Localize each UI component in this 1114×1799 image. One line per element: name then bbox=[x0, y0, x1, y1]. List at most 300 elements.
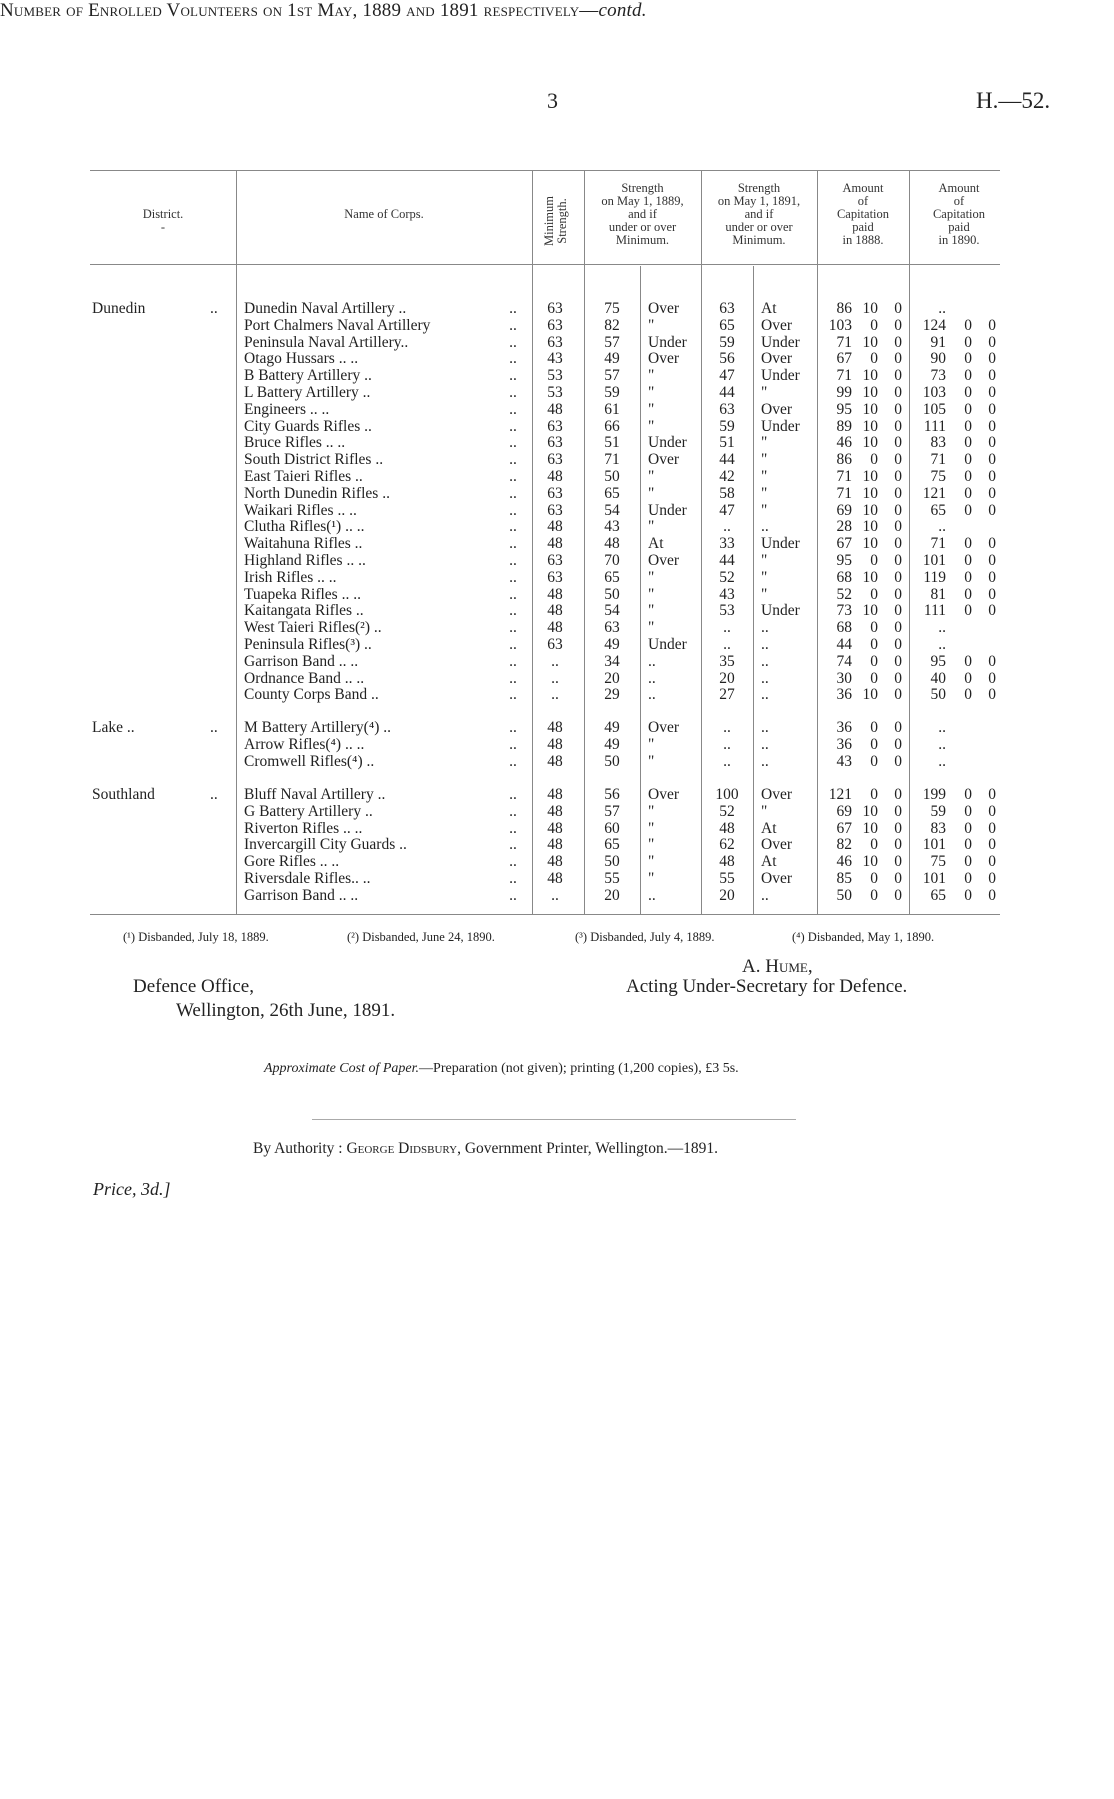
cell-a88-pounds: 69 bbox=[836, 501, 852, 519]
title-suffix: contd. bbox=[598, 0, 647, 21]
cell-a90-pence: 0 bbox=[988, 333, 996, 351]
cell-a90-pounds: 124 bbox=[922, 316, 946, 334]
cell-a88-shillings: 0 bbox=[870, 350, 878, 368]
district-name: Dunedin bbox=[92, 300, 146, 317]
cell-a90-shillings: 0 bbox=[964, 836, 972, 854]
corps-name: Highland Rifles .. .. bbox=[244, 552, 366, 569]
cell-a90-pence: 0 bbox=[988, 870, 996, 887]
cell-min: 48 bbox=[547, 819, 563, 837]
cell-s91n: Over bbox=[761, 786, 792, 803]
cell-a90-pence: 0 bbox=[988, 568, 996, 586]
cell-s89: 50 bbox=[604, 585, 620, 603]
cell-a90-shillings: 0 bbox=[964, 870, 972, 887]
cell-s91n: Under bbox=[761, 535, 800, 553]
header-amount-1888 bbox=[817, 182, 909, 247]
cell-s91: 20 bbox=[719, 886, 735, 904]
cell-s89n: At bbox=[648, 535, 664, 553]
district-name: Southland bbox=[92, 786, 155, 803]
cell-s89: 49 bbox=[604, 735, 620, 753]
cell-min: 63 bbox=[547, 501, 563, 519]
cell-s91: 59 bbox=[719, 333, 735, 351]
cell-a88-pence: 0 bbox=[894, 836, 902, 854]
cell-a90-pounds: 101 bbox=[922, 870, 946, 887]
cell-min: 48 bbox=[547, 719, 563, 736]
cell-s89: 43 bbox=[604, 518, 620, 536]
cell-s91: 52 bbox=[719, 802, 735, 820]
cell-a90-pounds: 50 bbox=[930, 686, 946, 704]
cell-a90-pounds: 95 bbox=[930, 652, 946, 670]
cell-a88-pounds: 50 bbox=[836, 886, 852, 904]
header-strength-1891 bbox=[701, 182, 817, 247]
cell-s89n: Over bbox=[648, 350, 679, 368]
cell-s91: 44 bbox=[719, 451, 735, 469]
district-name: Lake .. bbox=[92, 719, 135, 736]
cell-a90-pounds: 65 bbox=[930, 886, 946, 904]
cell-s89n: .. bbox=[648, 686, 656, 704]
cell-a88-shillings: 10 bbox=[862, 819, 878, 837]
cell-s89: 71 bbox=[604, 451, 620, 469]
cell-s91n: " bbox=[761, 384, 768, 401]
cell-a90-shillings: 0 bbox=[964, 819, 972, 837]
header-line: Strength bbox=[621, 181, 664, 195]
cell-a88-pence: 0 bbox=[894, 819, 902, 837]
header-line: under or over bbox=[608, 220, 677, 234]
cell-a88-pence: 0 bbox=[894, 652, 902, 670]
cell-a88-pounds: 95 bbox=[836, 400, 852, 418]
cell-s91n: At bbox=[761, 300, 777, 317]
corps-name: Garrison Band .. .. bbox=[244, 886, 359, 904]
cell-a88-shillings: 0 bbox=[870, 719, 878, 736]
cell-s91: 55 bbox=[719, 870, 735, 887]
table-row bbox=[0, 820, 1114, 837]
cell-s89n: Under bbox=[648, 636, 687, 653]
cell-s89: 70 bbox=[604, 552, 620, 569]
cell-a88-pounds: 67 bbox=[836, 350, 852, 368]
cell-min: 63 bbox=[547, 552, 563, 569]
cell-s89n: " bbox=[648, 484, 655, 502]
cell-a90-pounds: 105 bbox=[922, 400, 946, 418]
cell-s91: 52 bbox=[719, 568, 735, 586]
cell-a88-pence: 0 bbox=[894, 518, 902, 536]
cell-min: 43 bbox=[547, 350, 563, 368]
cell-a90-pounds: 83 bbox=[930, 819, 946, 837]
corps-name: B Battery Artillery .. bbox=[244, 367, 372, 385]
cell-a88-shillings: 10 bbox=[862, 434, 878, 452]
cell-s89n: " bbox=[648, 400, 655, 418]
cell-d: .. bbox=[509, 468, 517, 485]
cell-a88-shillings: 0 bbox=[870, 552, 878, 569]
cell-a90-pence: 0 bbox=[988, 400, 996, 418]
cell-a88-pounds: 67 bbox=[836, 535, 852, 553]
cell-s89n: " bbox=[648, 417, 655, 435]
cell-a90-pence: 0 bbox=[988, 853, 996, 871]
cell-min: 48 bbox=[547, 786, 563, 803]
cell-s91: 33 bbox=[719, 535, 735, 553]
table-title bbox=[0, 0, 1114, 22]
cell-a90-shillings: 0 bbox=[964, 501, 972, 519]
cell-a90-pence: 0 bbox=[988, 451, 996, 469]
cell-a88-shillings: 0 bbox=[870, 870, 878, 887]
cell-a90-pence: 0 bbox=[988, 652, 996, 670]
table-row bbox=[0, 670, 1114, 687]
corps-name: Cromwell Rifles(⁴) .. bbox=[244, 752, 375, 770]
cell-s91n: " bbox=[761, 568, 768, 586]
cell-d: .. bbox=[509, 451, 517, 469]
cell-a90-pence: 0 bbox=[988, 836, 996, 854]
cell-a88-shillings: 10 bbox=[862, 468, 878, 485]
table-row bbox=[0, 418, 1114, 435]
cell-a90-shillings: 0 bbox=[964, 886, 972, 904]
cell-a88-pounds: 68 bbox=[836, 568, 852, 586]
cell-a88-pounds: 68 bbox=[836, 619, 852, 637]
cell-min: 48 bbox=[547, 802, 563, 820]
header-line: Amount bbox=[842, 181, 884, 195]
authority-prefix: By Authority : bbox=[253, 1140, 347, 1157]
cell-d: .. bbox=[509, 686, 517, 704]
table-row bbox=[0, 485, 1114, 502]
cell-s89n: " bbox=[648, 468, 655, 485]
cell-s89n: " bbox=[648, 619, 655, 637]
cell-min: 48 bbox=[547, 836, 563, 854]
cell-s91n: " bbox=[761, 468, 768, 485]
table-row bbox=[0, 535, 1114, 552]
cell-min: 63 bbox=[547, 484, 563, 502]
cell-s91n: Under bbox=[761, 602, 800, 620]
table-row bbox=[0, 619, 1114, 636]
cell-s91n: Under bbox=[761, 333, 800, 351]
cell-s91n: Over bbox=[761, 870, 792, 887]
corps-name: Engineers .. .. bbox=[244, 400, 330, 418]
cell-a88-shillings: 10 bbox=[862, 686, 878, 704]
cell-a88-shillings: 10 bbox=[862, 535, 878, 553]
cell-a88-pounds: 44 bbox=[836, 636, 852, 653]
cell-a88-pounds: 28 bbox=[836, 518, 852, 536]
cell-a90-shillings: 0 bbox=[964, 602, 972, 620]
cell-a88-pounds: 73 bbox=[836, 602, 852, 620]
cell-a88-pounds: 85 bbox=[836, 870, 852, 887]
cell-d: .. bbox=[509, 350, 517, 368]
cell-s89: 57 bbox=[604, 802, 620, 820]
cell-a88-pence: 0 bbox=[894, 384, 902, 401]
header-district bbox=[90, 208, 236, 234]
cell-a88-shillings: 0 bbox=[870, 669, 878, 687]
corps-name: Waikari Rifles .. .. bbox=[244, 501, 357, 519]
cell-d: .. bbox=[509, 836, 517, 854]
cell-s89: 50 bbox=[604, 752, 620, 770]
cell-a88-pence: 0 bbox=[894, 535, 902, 553]
cell-a88-pounds: 36 bbox=[836, 719, 852, 736]
cell-s89n: " bbox=[648, 836, 655, 854]
cell-a88-pounds: 82 bbox=[836, 836, 852, 854]
cell-a90-pounds: 111 bbox=[923, 602, 946, 620]
cell-a88-shillings: 0 bbox=[870, 836, 878, 854]
cell-a88-shillings: 10 bbox=[862, 802, 878, 820]
table-row bbox=[0, 786, 1114, 803]
table-row bbox=[0, 753, 1114, 770]
cell-d: .. bbox=[509, 669, 517, 687]
cell-s89n: " bbox=[648, 752, 655, 770]
table-row bbox=[0, 434, 1114, 451]
cell-a88-pence: 0 bbox=[894, 434, 902, 452]
cell-a88-pence: 0 bbox=[894, 619, 902, 637]
cell-s89: 59 bbox=[604, 384, 620, 401]
table-row bbox=[0, 803, 1114, 820]
corps-name: G Battery Artillery .. bbox=[244, 802, 373, 820]
cell-min: .. bbox=[551, 652, 559, 670]
cell-a90-pence: 0 bbox=[988, 786, 996, 803]
cell-a88-shillings: 0 bbox=[870, 652, 878, 670]
cell-a90-shillings: 0 bbox=[964, 585, 972, 603]
cell-min: 48 bbox=[547, 468, 563, 485]
cell-min: 48 bbox=[547, 870, 563, 887]
cell-s89: 54 bbox=[604, 602, 620, 620]
signatory-name: A. Hume, bbox=[742, 956, 813, 977]
cell-a90-pounds: 65 bbox=[930, 501, 946, 519]
table-bottom-rule bbox=[90, 914, 1000, 915]
corps-name: Dunedin Naval Artillery .. bbox=[244, 300, 407, 317]
cell-a90-pounds: 119 bbox=[923, 568, 946, 586]
cell-s91n: At bbox=[761, 819, 777, 837]
cell-a90-pounds: 121 bbox=[922, 484, 946, 502]
table-row bbox=[0, 653, 1114, 670]
cell-a88-shillings: 0 bbox=[870, 636, 878, 653]
cell-s91: 47 bbox=[719, 367, 735, 385]
cell-a88-pence: 0 bbox=[894, 636, 902, 653]
table-row bbox=[0, 870, 1114, 887]
cell-a88-shillings: 10 bbox=[862, 417, 878, 435]
cell-s91: 63 bbox=[719, 400, 735, 418]
cell-d: .. bbox=[509, 518, 517, 536]
cell-s89: 49 bbox=[604, 636, 620, 653]
cell-d: .. bbox=[509, 585, 517, 603]
corps-name: Peninsula Rifles(³) .. bbox=[244, 636, 372, 653]
cell-a88-shillings: 10 bbox=[862, 300, 878, 317]
price: Price, 3d.] bbox=[93, 1179, 171, 1199]
cell-s91: 44 bbox=[719, 552, 735, 569]
cell-a90-pounds: .. bbox=[938, 518, 946, 536]
cell-a90-pounds: 75 bbox=[930, 853, 946, 871]
cell-s89: 54 bbox=[604, 501, 620, 519]
header-line: Minimum. bbox=[615, 233, 670, 247]
cell-min: .. bbox=[551, 669, 559, 687]
cell-a90-shillings: 0 bbox=[964, 484, 972, 502]
cell-min: 53 bbox=[547, 384, 563, 401]
corps-name: County Corps Band .. bbox=[244, 686, 379, 704]
cell-a88-pounds: 86 bbox=[836, 451, 852, 469]
cell-a90-pence: 0 bbox=[988, 819, 996, 837]
district-leader-dots: .. bbox=[210, 719, 218, 736]
cell-s89n: .. bbox=[648, 669, 656, 687]
cell-s91n: " bbox=[761, 484, 768, 502]
header-line: paid bbox=[852, 220, 874, 234]
authority-rule bbox=[312, 1119, 796, 1120]
cell-d: .. bbox=[509, 602, 517, 620]
header-line: in 1888. bbox=[842, 233, 884, 247]
cost-label: Approximate Cost of Paper. bbox=[264, 1061, 420, 1076]
header-line: and if bbox=[628, 207, 657, 221]
cell-s89: 66 bbox=[604, 417, 620, 435]
cell-a90-shillings: 0 bbox=[964, 350, 972, 368]
cell-a90-pounds: 73 bbox=[930, 367, 946, 385]
cell-a88-pence: 0 bbox=[894, 719, 902, 736]
cell-a90-pence: 0 bbox=[988, 886, 996, 904]
cell-s91: 42 bbox=[719, 468, 735, 485]
header-minimum-line: Minimum bbox=[542, 196, 556, 247]
cell-a90-shillings: 0 bbox=[964, 786, 972, 803]
table-row bbox=[0, 602, 1114, 619]
cell-a88-shillings: 10 bbox=[862, 484, 878, 502]
cell-s89: 29 bbox=[604, 686, 620, 704]
header-line: in 1890. bbox=[938, 233, 980, 247]
header-district-mark: - bbox=[160, 220, 166, 234]
cell-a90-pence: 0 bbox=[988, 434, 996, 452]
cell-s89: 65 bbox=[604, 836, 620, 854]
cell-a88-pence: 0 bbox=[894, 300, 902, 317]
cell-min: 53 bbox=[547, 367, 563, 385]
cell-d: .. bbox=[509, 886, 517, 904]
cell-min: 48 bbox=[547, 752, 563, 770]
cell-a88-pence: 0 bbox=[894, 316, 902, 334]
cell-s91: 48 bbox=[719, 819, 735, 837]
cell-a90-shillings: 0 bbox=[964, 367, 972, 385]
cell-s91: .. bbox=[723, 518, 731, 536]
cell-a88-pounds: 74 bbox=[836, 652, 852, 670]
cell-s91: .. bbox=[723, 619, 731, 637]
printer-name: George Didsbury bbox=[346, 1140, 458, 1157]
cell-a90-pounds: 103 bbox=[922, 384, 946, 401]
table-row bbox=[0, 736, 1114, 753]
header-minimum bbox=[543, 181, 573, 261]
cell-d: .. bbox=[509, 719, 517, 736]
cell-s91n: .. bbox=[761, 652, 769, 670]
table-row bbox=[0, 887, 1114, 904]
cell-a88-pence: 0 bbox=[894, 451, 902, 469]
cell-a88-shillings: 10 bbox=[862, 568, 878, 586]
cell-s89: 75 bbox=[604, 300, 620, 317]
corps-name: Irish Rifles .. .. bbox=[244, 568, 337, 586]
cell-s91: 58 bbox=[719, 484, 735, 502]
header-line: Minimum. bbox=[732, 233, 786, 247]
cell-min: 63 bbox=[547, 451, 563, 469]
cell-a88-shillings: 10 bbox=[862, 400, 878, 418]
cell-min: 63 bbox=[547, 333, 563, 351]
corps-name: Riversdale Rifles.. .. bbox=[244, 870, 371, 887]
office-line: Defence Office, bbox=[133, 976, 254, 997]
table-row bbox=[0, 401, 1114, 418]
cell-a90-pence: 0 bbox=[988, 686, 996, 704]
cell-d: .. bbox=[509, 752, 517, 770]
cell-a90-pence: 0 bbox=[988, 535, 996, 553]
cell-a90-pence: 0 bbox=[988, 367, 996, 385]
cell-a88-pence: 0 bbox=[894, 367, 902, 385]
cell-min: 63 bbox=[547, 316, 563, 334]
cell-s91: 27 bbox=[719, 686, 735, 704]
table-row bbox=[0, 367, 1114, 384]
cell-s91: 47 bbox=[719, 501, 735, 519]
cell-s89n: Over bbox=[648, 552, 679, 569]
table-row bbox=[0, 719, 1114, 736]
cell-s91n: .. bbox=[761, 636, 769, 653]
cell-s91n: .. bbox=[761, 886, 769, 904]
cell-a90-pence: 0 bbox=[988, 585, 996, 603]
cell-a90-pounds: 40 bbox=[930, 669, 946, 687]
cell-a90-shillings: 0 bbox=[964, 568, 972, 586]
cell-s91n: " bbox=[761, 434, 768, 452]
table-top-rule bbox=[90, 170, 1000, 171]
cell-a88-shillings: 0 bbox=[870, 619, 878, 637]
cell-s91: 65 bbox=[719, 316, 735, 334]
cell-a88-pence: 0 bbox=[894, 400, 902, 418]
cell-s89: 50 bbox=[604, 468, 620, 485]
cell-min: 63 bbox=[547, 417, 563, 435]
cell-a88-pence: 0 bbox=[894, 501, 902, 519]
cell-a90-shillings: 0 bbox=[964, 652, 972, 670]
cell-d: .. bbox=[509, 619, 517, 637]
signatory-position: Acting Under-Secretary for Defence. bbox=[626, 976, 908, 997]
cell-s91: 100 bbox=[715, 786, 739, 803]
cell-s91n: Under bbox=[761, 367, 800, 385]
cell-a90-shillings: 0 bbox=[964, 316, 972, 334]
cell-a90-shillings: 0 bbox=[964, 434, 972, 452]
cell-s91n: Over bbox=[761, 400, 792, 418]
footnote: (⁴) Disbanded, May 1, 1890. bbox=[792, 930, 935, 944]
cell-s89: 57 bbox=[604, 367, 620, 385]
table-row bbox=[0, 518, 1114, 535]
cell-s89: 57 bbox=[604, 333, 620, 351]
cell-a90-pounds: .. bbox=[938, 752, 946, 770]
cell-s91n: .. bbox=[761, 669, 769, 687]
corps-name: Port Chalmers Naval Artillery bbox=[244, 316, 431, 334]
cell-a90-pence: 0 bbox=[988, 501, 996, 519]
cell-s89n: Over bbox=[648, 451, 679, 469]
cell-d: .. bbox=[509, 568, 517, 586]
corps-name: Riverton Rifles .. .. bbox=[244, 819, 363, 837]
cell-a88-shillings: 0 bbox=[870, 786, 878, 803]
cell-s89: 65 bbox=[604, 568, 620, 586]
cell-min: 63 bbox=[547, 434, 563, 452]
cell-a88-pounds: 86 bbox=[836, 300, 852, 317]
cell-s89: 60 bbox=[604, 819, 620, 837]
corps-name: Garrison Band .. .. bbox=[244, 652, 359, 670]
cell-d: .. bbox=[509, 535, 517, 553]
cell-a88-shillings: 10 bbox=[862, 853, 878, 871]
cell-a88-pence: 0 bbox=[894, 752, 902, 770]
cell-a88-shillings: 10 bbox=[862, 518, 878, 536]
corps-name: East Taieri Rifles .. bbox=[244, 468, 363, 485]
header-line: of bbox=[953, 194, 965, 208]
cell-a88-pence: 0 bbox=[894, 602, 902, 620]
table-row bbox=[0, 636, 1114, 653]
cell-d: .. bbox=[509, 417, 517, 435]
corps-name: Bruce Rifles .. .. bbox=[244, 434, 346, 452]
header-corps: Name of Corps. bbox=[344, 207, 424, 221]
corps-name: Otago Hussars .. .. bbox=[244, 350, 359, 368]
cell-a90-shillings: 0 bbox=[964, 468, 972, 485]
cell-a88-pounds: 121 bbox=[828, 786, 852, 803]
cell-min: 63 bbox=[547, 636, 563, 653]
cell-s89: 34 bbox=[604, 652, 620, 670]
cell-s91n: At bbox=[761, 853, 777, 871]
cell-a90-pence: 0 bbox=[988, 484, 996, 502]
cell-s89: 61 bbox=[604, 400, 620, 418]
table-row bbox=[0, 552, 1114, 569]
cell-a90-shillings: 0 bbox=[964, 333, 972, 351]
cell-a88-pence: 0 bbox=[894, 568, 902, 586]
footnote: (²) Disbanded, June 24, 1890. bbox=[347, 930, 495, 944]
authority-line bbox=[253, 1140, 718, 1158]
cell-a90-pence: 0 bbox=[988, 417, 996, 435]
district-leader-dots: .. bbox=[210, 300, 218, 317]
